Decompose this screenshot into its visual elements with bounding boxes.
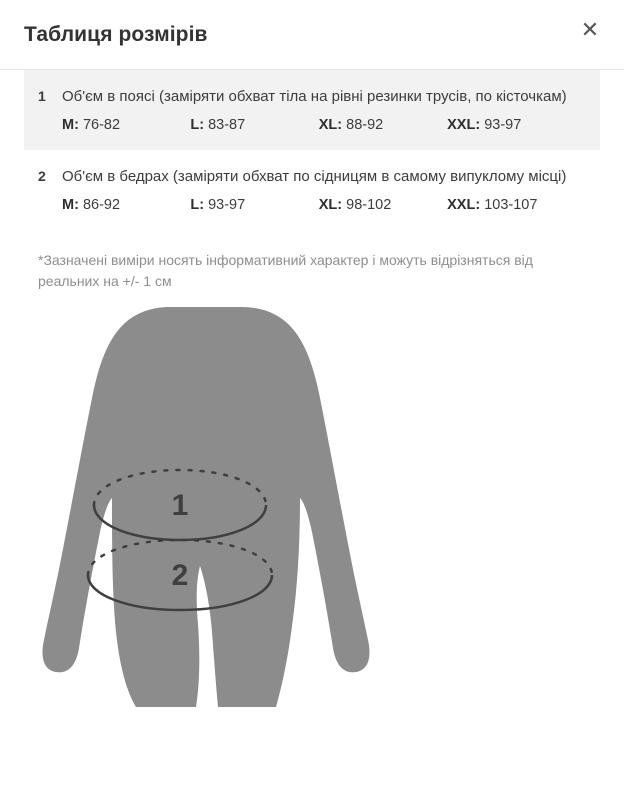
modal-content bbox=[0, 70, 624, 292]
size-value-xxl: 103-107 bbox=[484, 197, 538, 213]
size-value-m: 86-92 bbox=[82, 197, 121, 213]
body-silhouette-icon bbox=[43, 307, 370, 707]
measurement-row-2 bbox=[24, 150, 600, 230]
measurement-body bbox=[62, 166, 586, 216]
size-label-xxl: XXL: bbox=[447, 117, 481, 133]
size-values-row bbox=[62, 194, 586, 216]
close-icon[interactable]: ✕ bbox=[576, 16, 604, 44]
size-cell-l bbox=[190, 194, 318, 216]
size-value-m: 76-82 bbox=[82, 117, 121, 133]
size-cell-xl bbox=[319, 194, 447, 216]
size-label-m: M: bbox=[62, 197, 79, 213]
size-cell-xl bbox=[319, 114, 447, 136]
size-value-l: 83-87 bbox=[208, 117, 246, 133]
size-label-xxl: XXL: bbox=[447, 197, 481, 213]
hips-marker-label: 2 bbox=[171, 559, 189, 592]
size-values-row bbox=[62, 114, 586, 136]
size-value-xxl: 93-97 bbox=[484, 117, 522, 133]
measurement-row-1 bbox=[24, 70, 600, 150]
measurement-description: Об'єм в поясі (заміряти обхват тіла на рівні резинки трусів, по кісточкам) bbox=[62, 88, 567, 105]
disclaimer-note: *Зазначені виміри носять інформативний характер і можуть відрізняться від реальних на +/- 1 см bbox=[38, 252, 533, 289]
measurement-body bbox=[62, 86, 586, 136]
size-value-xl: 98-102 bbox=[346, 197, 392, 213]
size-label-xl: XL: bbox=[318, 197, 343, 213]
size-cell-xxl bbox=[447, 114, 575, 136]
size-label-m: M: bbox=[62, 117, 79, 133]
body-measurement-diagram bbox=[0, 302, 624, 707]
measurement-index: 2 bbox=[38, 168, 46, 184]
page-title: Таблиця розмірів bbox=[24, 23, 208, 46]
size-cell-m bbox=[62, 194, 190, 216]
size-label-xl: XL: bbox=[318, 117, 343, 133]
size-value-l: 93-97 bbox=[208, 197, 246, 213]
waist-marker-label: 1 bbox=[171, 489, 189, 522]
size-label-l: L: bbox=[190, 197, 205, 213]
size-value-xl: 88-92 bbox=[346, 117, 384, 133]
size-cell-xxl bbox=[447, 194, 575, 216]
measurement-index: 1 bbox=[38, 88, 46, 104]
size-label-l: L: bbox=[190, 117, 205, 133]
modal-header bbox=[0, 0, 624, 70]
size-cell-l bbox=[190, 114, 318, 136]
size-cell-m bbox=[62, 114, 190, 136]
measurement-description: Об'єм в бедрах (заміряти обхват по сідницям в самому випуклому місці) bbox=[62, 168, 567, 185]
